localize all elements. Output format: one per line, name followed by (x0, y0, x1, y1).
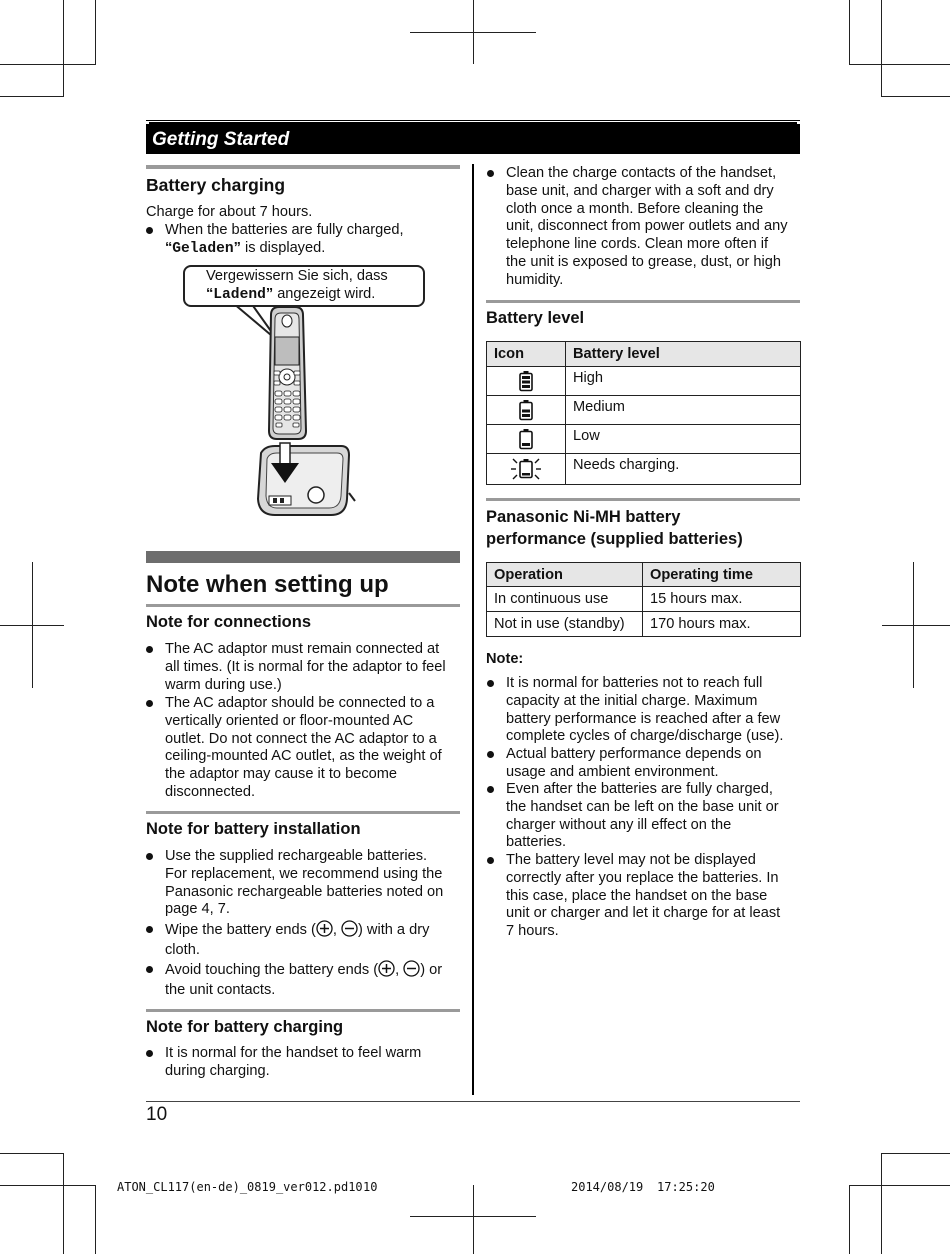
operation-column-header: Operation (487, 563, 643, 587)
operating-time-column-header: Operating time (643, 563, 801, 587)
display-callout: Vergewissern Sie sich, dass “Ladend” angezeigt wird. (183, 265, 425, 307)
section-header-title: Getting Started (152, 129, 290, 150)
table-row: Needs charging. (487, 454, 801, 485)
section-rule (146, 604, 460, 607)
charge-time-text: Charge for about 7 hours. (146, 204, 313, 220)
crop-mark (0, 1153, 64, 1154)
crop-mark (849, 1185, 850, 1254)
crop-mark (63, 0, 64, 97)
display-message-ladend: Ladend (213, 287, 266, 303)
plus-terminal-icon (378, 960, 395, 977)
table-row: In continuous use 15 hours max. (487, 587, 801, 612)
plus-terminal-icon (316, 920, 333, 937)
bullet-dot (146, 227, 153, 234)
battery-charging-heading: Battery charging (146, 175, 286, 195)
table-row: Medium (487, 396, 801, 425)
table-row: High (487, 367, 801, 396)
page-number: 10 (146, 1104, 168, 1125)
crop-mark (849, 1185, 950, 1186)
table-row: Not in use (standby) 170 hours max. (487, 612, 801, 637)
icon-column-header: Icon (487, 342, 566, 367)
crop-mark (95, 0, 96, 65)
section-rule-thick (146, 551, 460, 563)
battery-charging-note-heading: Note for battery charging (146, 1018, 344, 1036)
header-top-rule (146, 120, 800, 121)
crop-mark (63, 1153, 64, 1254)
crop-mark (882, 625, 950, 626)
minus-terminal-icon (403, 960, 420, 977)
crop-mark (473, 1185, 474, 1254)
footer-rule (146, 1101, 800, 1102)
crop-mark (0, 625, 64, 626)
crop-mark (0, 64, 96, 65)
performance-table (486, 562, 801, 637)
display-message-geladen: Geladen (172, 240, 234, 257)
crop-mark (95, 1185, 96, 1254)
crop-mark (881, 0, 882, 97)
print-slug-page: 10 (363, 1180, 378, 1194)
battery-level-column-header: Battery level (566, 342, 801, 367)
crop-mark (881, 1153, 950, 1154)
battery-full-icon (519, 370, 533, 392)
section-header-bar (146, 124, 800, 154)
crop-mark (849, 64, 950, 65)
minus-terminal-icon (341, 920, 358, 937)
battery-installation-heading: Note for battery installation (146, 820, 361, 838)
setup-heading: Note when setting up (146, 571, 389, 598)
crop-mark (849, 0, 850, 65)
crop-mark (881, 1153, 882, 1254)
crop-mark (0, 1185, 96, 1186)
print-slug-time: 17:25:20 (657, 1180, 715, 1194)
crop-mark (881, 96, 950, 97)
section-rule (146, 165, 460, 169)
battery-level-heading: Battery level (486, 309, 585, 327)
section-rule (486, 498, 800, 501)
battery-flashing-icon (510, 456, 542, 482)
table-row: Low (487, 425, 801, 454)
note-label: Note: (486, 651, 524, 667)
section-rule (146, 811, 460, 814)
performance-heading: Panasonic Ni-MH battery performance (supplied batteries) (486, 508, 743, 548)
connections-heading: Note for connections (146, 613, 312, 631)
column-divider (472, 164, 474, 1095)
print-slug-date: 2014/08/19 (571, 1180, 644, 1194)
battery-level-table (486, 341, 801, 485)
crop-mark (410, 1216, 536, 1217)
section-rule (146, 1009, 460, 1012)
section-rule (486, 300, 800, 303)
crop-mark (410, 32, 536, 33)
crop-mark (0, 96, 64, 97)
print-slug-file: ATON_CL117(en-de)_0819_ver012.pd10 (117, 1180, 363, 1194)
battery-medium-icon (519, 399, 533, 421)
battery-low-icon (519, 428, 533, 450)
